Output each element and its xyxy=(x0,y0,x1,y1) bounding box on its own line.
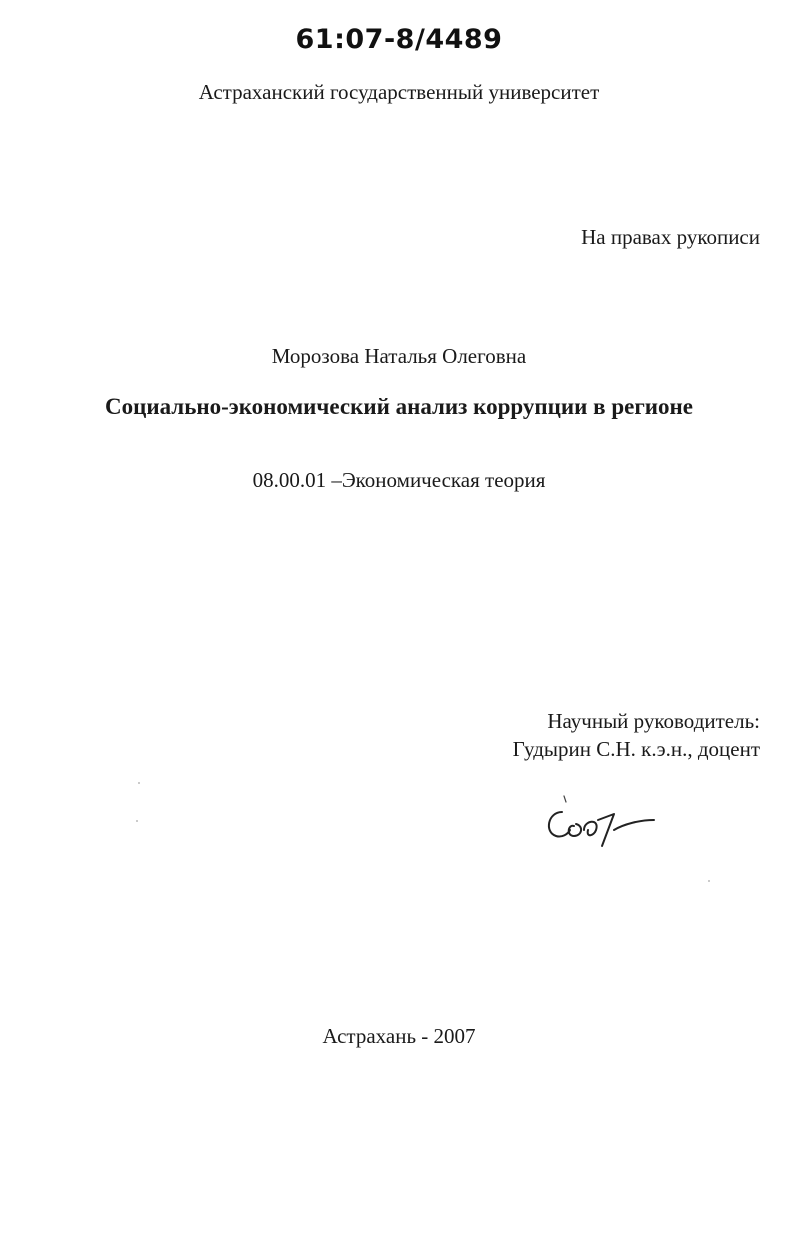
advisor-name: Гудырин С.Н. к.э.н., доцент xyxy=(512,737,760,761)
author-name: Морозова Наталья Олеговна xyxy=(271,344,527,368)
advisor-label: Научный руководитель: xyxy=(547,709,760,733)
university-name: Астраханский государственный университет xyxy=(198,80,600,104)
thesis-title: Социально-экономический анализ коррупции в регионе xyxy=(104,394,693,419)
manuscript-rights: На правах рукописи xyxy=(581,225,760,249)
handwritten-signature xyxy=(540,790,670,860)
scan-speck xyxy=(138,782,140,784)
city-and-year: Астрахань - 2007 xyxy=(322,1024,476,1048)
registry-number: 61:07-8/4489 xyxy=(295,24,503,55)
scan-speck xyxy=(136,820,138,822)
advisor-block xyxy=(513,707,760,763)
specialty-code: 08.00.01 –Экономическая теория xyxy=(252,468,546,492)
scan-speck xyxy=(708,880,710,882)
